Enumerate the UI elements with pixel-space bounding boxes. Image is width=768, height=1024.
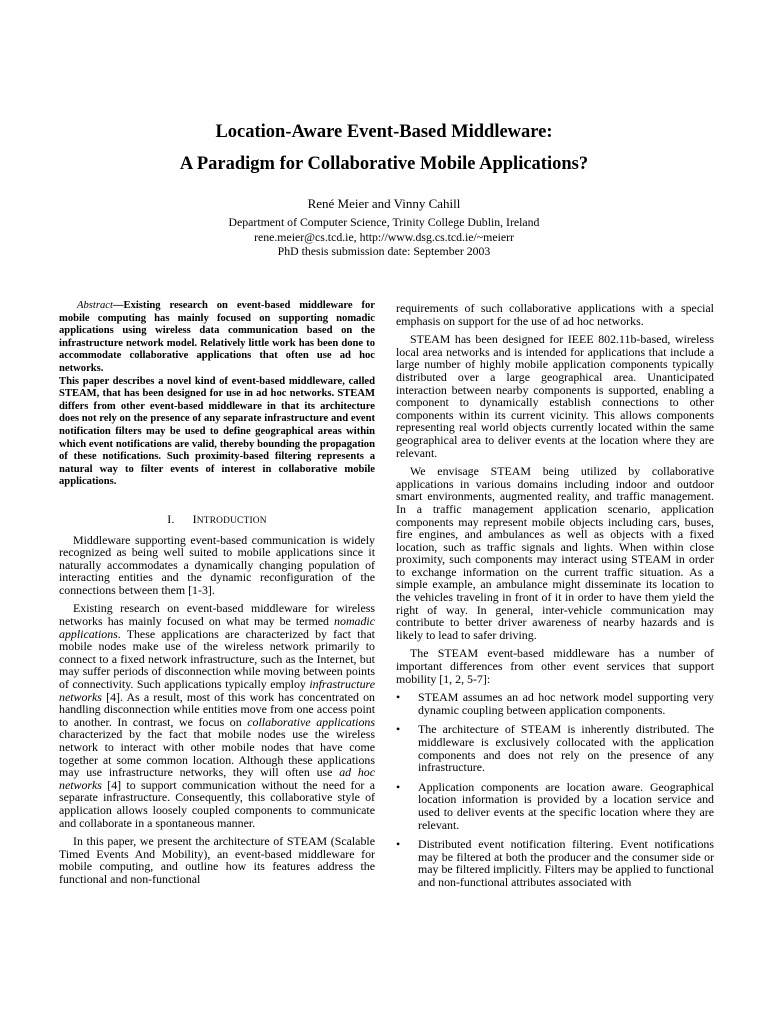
list-item-text: The architecture of STEAM is inherently distributed. The middleware is exclusively collocated with the application components and does not rely on the presence of any infrastructure. <box>418 722 714 775</box>
intro-p2-text-b: . These applications are characterized by fact that mobile nodes make use of the wireless network primarily to connect to a fixed network infrastructure, such as the Internet, but may suffer periods of disconnection while moving between points of connectivity. Such applications typically employ <box>59 626 375 692</box>
intro-p2-text-e: [4] to support communication without the need for a separate infrastructure. Consequently, this collaborative style of application allows loosely coupled components to communicate and collaborate in a spontaneous manner. <box>59 777 375 830</box>
term-collaborative-applications: collaborative applications <box>247 714 375 729</box>
affiliation <box>0 215 768 259</box>
list-item <box>396 723 714 773</box>
intro-p2-text-a: Existing research on event-based middleware for wireless networks has mainly focused on what may be termed <box>59 601 375 629</box>
paper-title <box>0 116 768 180</box>
right-paragraph-3: The STEAM event-based middleware has a number of important differences from other event services that support mobility [1, 2, 5-7]: <box>396 646 714 686</box>
intro-p2-text-d: characterized by the fact that mobile nodes use the wireless network to interact with other mobile nodes that have come together at some common location. Although these applications may use infrastructure networks, they will often use <box>59 727 375 780</box>
intro-p2-text-c: [4]. As a result, most of this work has concentrated on handling disconnection while entities move from one access point to another. In contrast, we focus on <box>59 689 375 729</box>
abstract <box>59 300 375 489</box>
intro-paragraph-3: In this paper, we present the architecture of STEAM (Scalable Timed Events And Mobility), an event-based middleware for mobile computing, and outline how its features address the functional and non-functional <box>59 834 375 886</box>
right-paragraph-1: STEAM has been designed for IEEE 802.11b-based, wireless local area networks and is intended for applications that include a large number of highly mobile application components typically distributed over a large geographical area. Unanticipated interaction between nearby components is supported, enabling a component to dynamically establish connections to other components within its current vicinity. This allows components representing real world objects currently located within the same geographical area to deliver events at the location where they are relevant. <box>396 332 714 460</box>
title-line-2: A Paradigm for Collaborative Mobile Applications? <box>179 154 589 174</box>
list-item <box>396 838 714 888</box>
right-paragraph-continuation: requirements of such collaborative applications with a special emphasis on support for the use of ad hoc networks. <box>396 301 714 328</box>
bullet-icon: • <box>396 779 401 794</box>
section-title-initial: I <box>192 511 197 526</box>
term-infrastructure-networks: infrastructure networks <box>59 677 375 704</box>
bullet-icon: • <box>396 722 401 737</box>
term-nomadic-applications: nomadic applications <box>59 614 375 641</box>
section-number: I. <box>167 511 175 526</box>
abstract-label: Abstract <box>77 300 113 311</box>
list-item <box>396 781 714 831</box>
differences-list <box>396 691 714 888</box>
section-heading-introduction <box>59 513 375 528</box>
section-title-rest: NTRODUCTION <box>196 515 267 526</box>
department: Department of Computer Science, Trinity College Dublin, Ireland <box>228 215 540 229</box>
bullet-icon: • <box>396 690 401 705</box>
left-column <box>59 300 375 892</box>
submission-date: PhD thesis submission date: September 2003 <box>277 244 491 259</box>
right-paragraph-2: We envisage STEAM being utilized by collaborative applications in various domains including indoor and outdoor smart environments, augmented reality, and traffic management. In a traffic management application scenario, application components may represent mobile objects including cars, buses, fire engines, and ambulances as well as objects with a fixed location, such as traffic signals and lights. When within close proximity, such components may interact using STEAM in order to exchange information on the current traffic situation. As a simple example, an ambulance might disseminate its location to the vehicles traveling in front of it in order to have them yield the right of way. In general, inter-vehicle communication may contribute to better driver awareness of nearby hazards and is likely to lead to safer driving. <box>396 464 714 642</box>
abstract-dash: — <box>112 300 124 311</box>
bullet-icon: • <box>396 837 401 852</box>
contact-info: rene.meier@cs.tcd.ie, http://www.dsg.cs.tcd.ie/~meierr <box>254 229 514 244</box>
abstract-text-1: Existing research on event-based middleware for mobile computing has mainly focused on supporting nomadic applications using wireless data communication based on the infrastructure network model. Relatively little work has been done to accommodate collaborative applications that often use ad hoc networks. <box>59 300 375 374</box>
list-item <box>396 691 714 716</box>
term-ad-hoc-networks: ad hoc networks <box>59 765 375 792</box>
abstract-paragraph-1 <box>59 300 375 376</box>
abstract-paragraph-2: This paper describes a novel kind of event-based middleware, called STEAM, that has been designed for use in ad hoc networks. STEAM differs from other event-based middleware in that its architecture does not rely on the presence of any separate infrastructure and event notification filters may be used to define geographical areas within which event notifications are valid, thereby bounding the propagation of these notifications. Such proximity-based filtering represents a natural way to filter events of interest in collaborative mobile applications. <box>59 375 375 488</box>
intro-paragraph-1: Middleware supporting event-based communication is widely recognized as being well suited to mobile applications since it naturally accommodates a dynamically changing population of interacting entities and the dynamic reconfiguration of the connections between them [1-3]. <box>59 532 375 597</box>
intro-paragraph-2 <box>59 602 375 829</box>
title-line-1: Location-Aware Event-Based Middleware: <box>215 122 553 142</box>
authors: René Meier and Vinny Cahill <box>307 196 461 211</box>
list-item-text: Application components are location aware. Geographical location information is provided by a location service and used to deliver events at the specific location where they are relevant. <box>418 779 714 832</box>
list-item-text: Distributed event notification filtering. Event notifications may be filtered at both the producer and the consumer side or may be filtered implicitly. Filters may be applied to functional and non-functional attributes associated with <box>418 837 714 889</box>
right-column <box>396 302 714 896</box>
list-item-text: STEAM assumes an ad hoc network model supporting very dynamic coupling between application components. <box>418 690 714 717</box>
